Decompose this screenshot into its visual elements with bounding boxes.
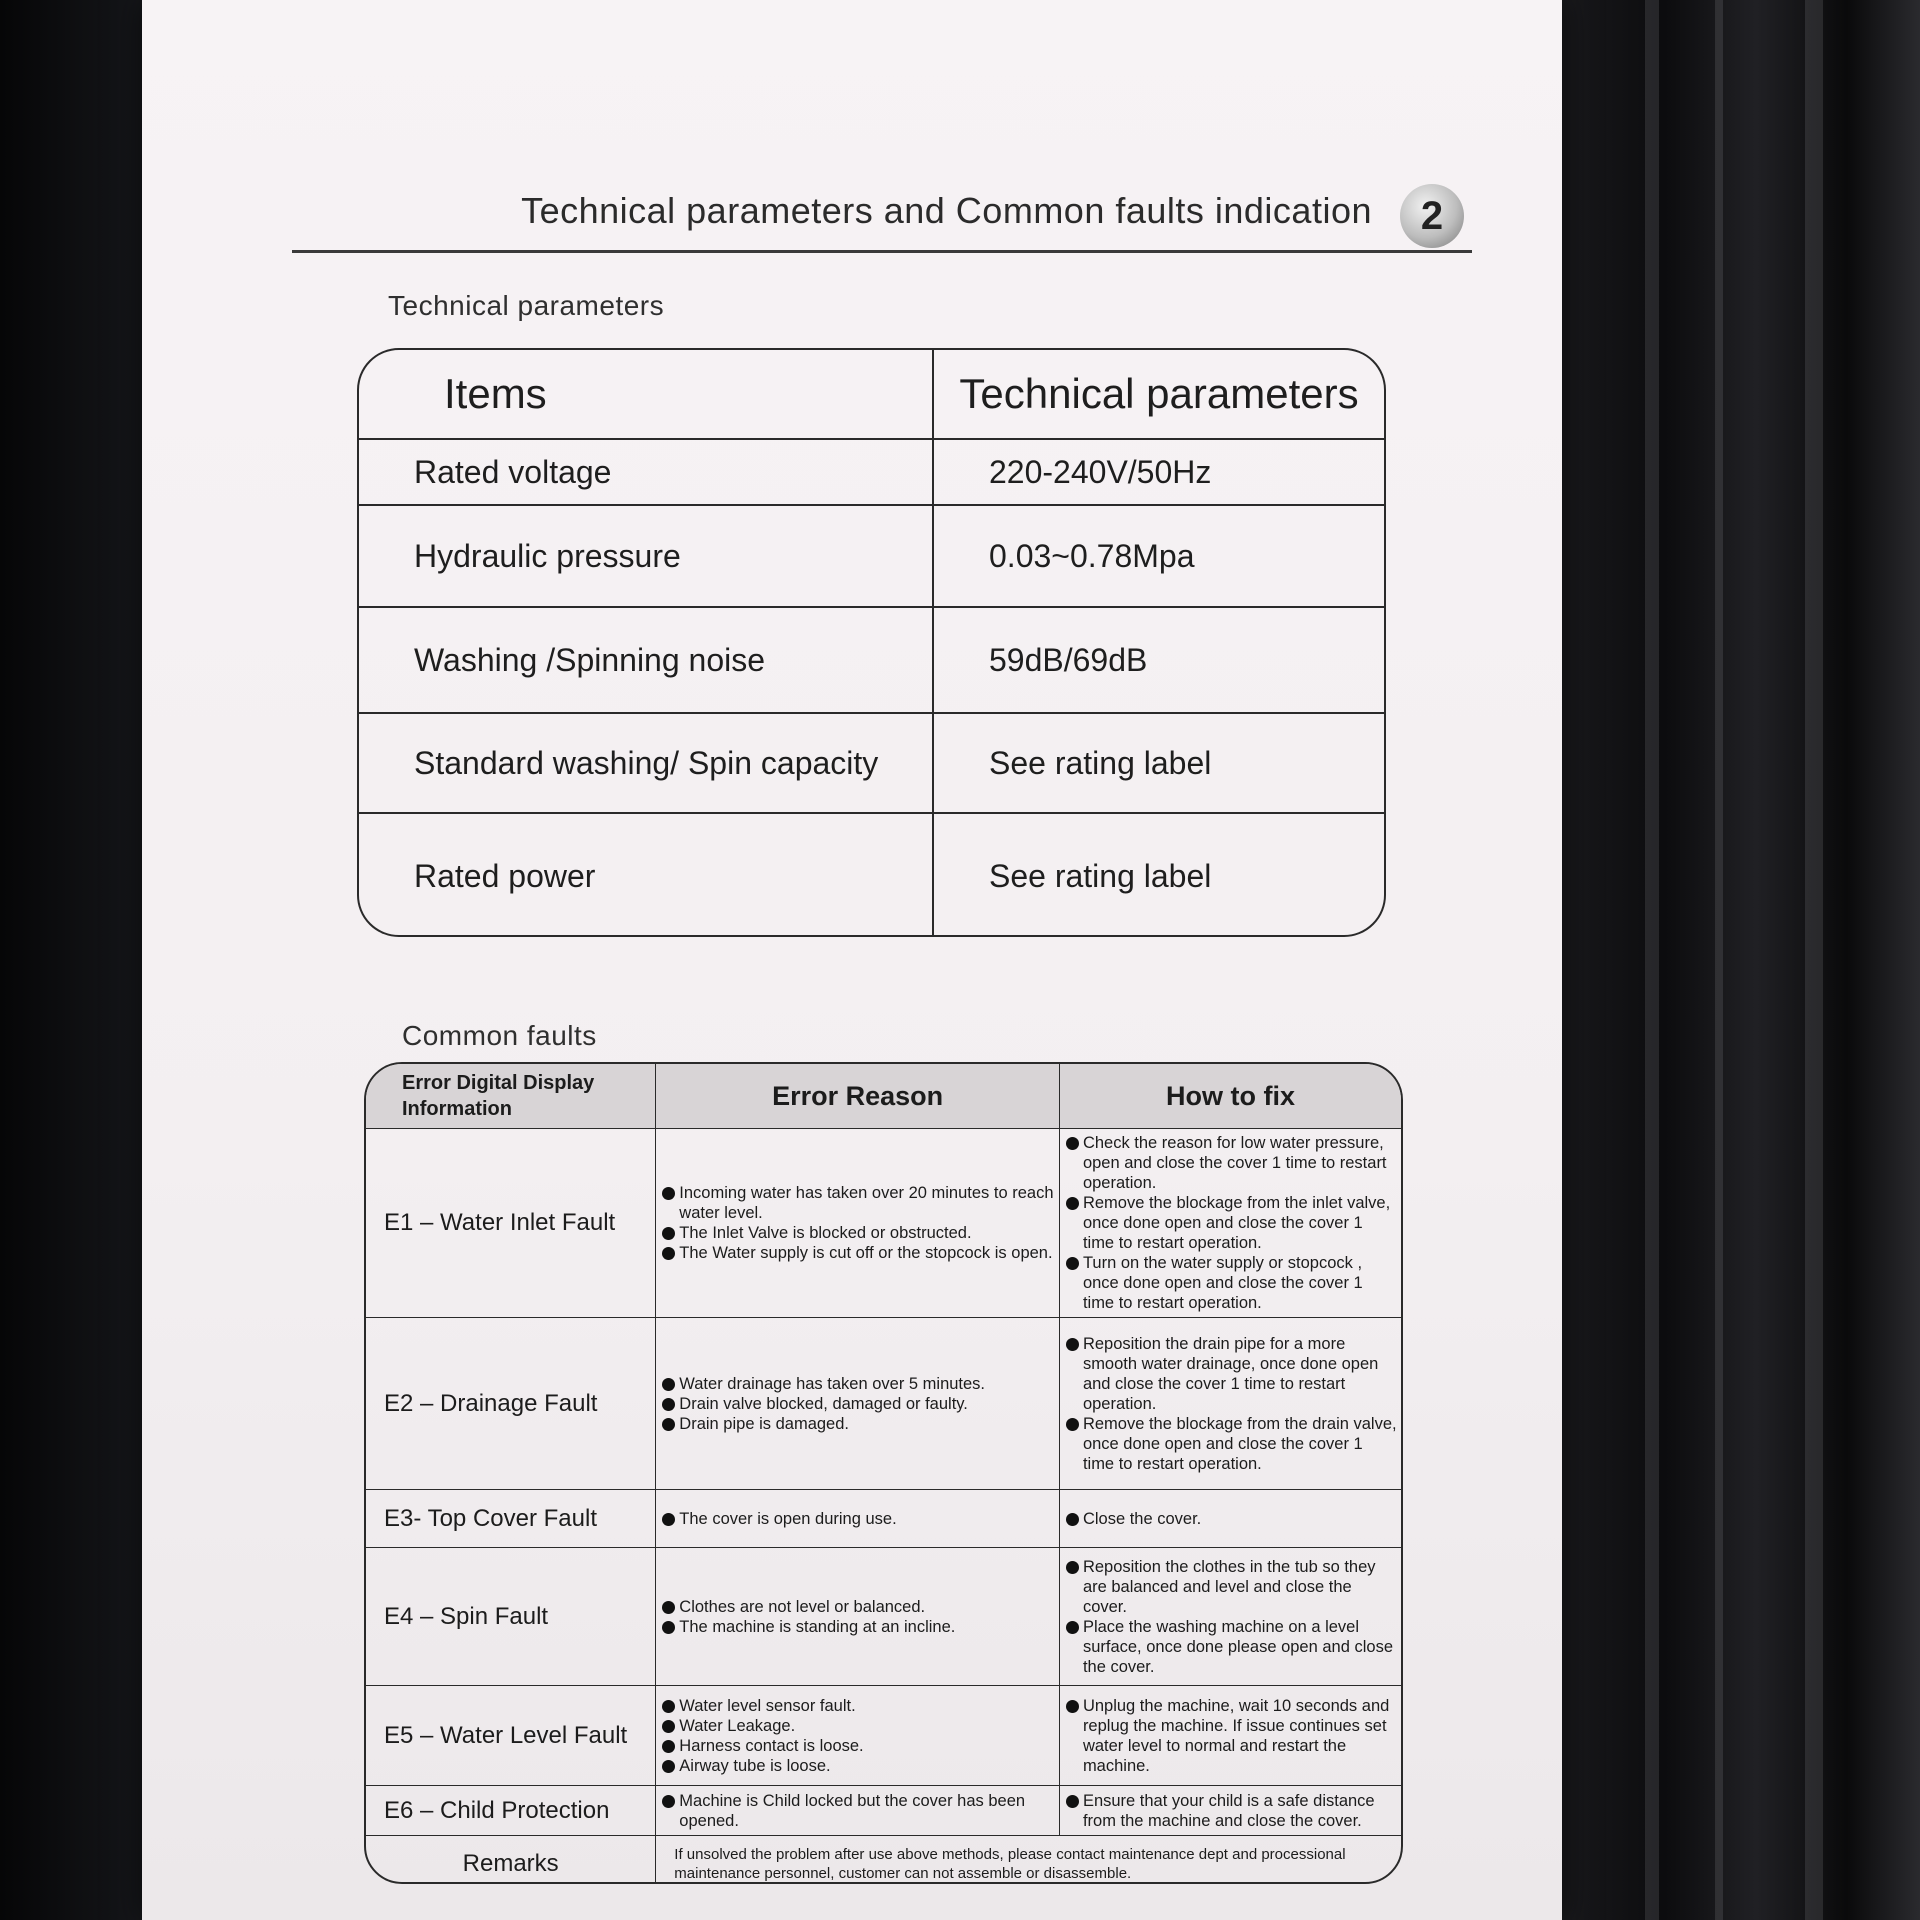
param-value: See rating label (933, 713, 1384, 813)
remarks-text: If unsolved the problem after use above methods, please contact maintenance dept and processional maintenance personnel, customer can not assemble or disassemble. (656, 1836, 1401, 1885)
column-header-how-to-fix: How to fix (1059, 1064, 1401, 1129)
table-row (366, 1318, 1401, 1490)
param-item: Hydraulic pressure (359, 505, 933, 607)
error-code: E6 – Child Protection (366, 1786, 656, 1836)
error-reasons (656, 1129, 1060, 1318)
error-code: E4 – Spin Fault (366, 1548, 656, 1686)
fix-steps (1059, 1490, 1401, 1548)
table-row (366, 1836, 1401, 1885)
table-row (366, 1686, 1401, 1786)
error-code: E3- Top Cover Fault (366, 1490, 656, 1548)
error-code: E5 – Water Level Fault (366, 1686, 656, 1786)
plastic-glare (1715, 0, 1723, 1920)
table-row (359, 713, 1384, 813)
param-value: 220-240V/50Hz (933, 439, 1384, 505)
manual-page (142, 0, 1562, 1920)
table-row (359, 813, 1384, 937)
fix-steps (1059, 1318, 1401, 1490)
column-header-error-display: Error Digital Display Information (366, 1064, 656, 1129)
list-item: Incoming water has taken over 20 minutes to reach water level. (662, 1183, 1055, 1223)
list-item: Harness contact is loose. (662, 1736, 1055, 1756)
table-header-row (366, 1064, 1401, 1129)
list-item: Unplug the machine, wait 10 seconds and replug the machine. If issue continues set water level to normal and restart the machine. (1066, 1696, 1397, 1776)
common-faults-heading: Common faults (402, 1020, 597, 1051)
technical-parameters-table (357, 348, 1386, 937)
page-title: Technical parameters and Common faults indication (521, 190, 1372, 231)
list-item: Remove the blockage from the drain valve, once done open and close the cover 1 time to restart operation. (1066, 1414, 1397, 1474)
list-item: Drain valve blocked, damaged or faulty. (662, 1394, 1055, 1414)
list-item: Drain pipe is damaged. (662, 1414, 1055, 1434)
param-value: See rating label (933, 813, 1384, 937)
table-header-row (359, 350, 1384, 439)
table-row (359, 439, 1384, 505)
table-row (366, 1129, 1401, 1318)
list-item: The Inlet Valve is blocked or obstructed. (662, 1223, 1055, 1243)
fix-steps (1059, 1686, 1401, 1786)
list-item: Turn on the water supply or stopcock , once done open and close the cover 1 time to restart operation. (1066, 1253, 1397, 1313)
param-value: 0.03~0.78Mpa (933, 505, 1384, 607)
list-item: Ensure that your child is a safe distance from the machine and close the cover. (1066, 1791, 1397, 1831)
error-reasons (656, 1686, 1060, 1786)
error-reasons (656, 1548, 1060, 1686)
table-row (366, 1490, 1401, 1548)
fix-steps (1059, 1786, 1401, 1836)
list-item: The machine is standing at an incline. (662, 1617, 1055, 1637)
common-faults-table (364, 1062, 1403, 1884)
table-row (359, 505, 1384, 607)
fix-steps (1059, 1548, 1401, 1686)
param-item: Rated power (359, 813, 933, 937)
plastic-glare (1805, 0, 1823, 1920)
list-item: Water Leakage. (662, 1716, 1055, 1736)
list-item: Close the cover. (1066, 1509, 1397, 1529)
page-header (292, 180, 1472, 253)
background-right (1555, 0, 1920, 1920)
table-row (359, 607, 1384, 713)
error-reasons (656, 1490, 1060, 1548)
technical-parameters-heading: Technical parameters (388, 290, 665, 321)
error-code: E2 – Drainage Fault (366, 1318, 656, 1490)
plastic-glare (1645, 0, 1659, 1920)
list-item: Place the washing machine on a level surface, once done please open and close the cover. (1066, 1617, 1397, 1677)
list-item: The cover is open during use. (662, 1509, 1055, 1529)
list-item: Reposition the clothes in the tub so they are balanced and level and close the cover. (1066, 1557, 1397, 1617)
list-item: Water level sensor fault. (662, 1696, 1055, 1716)
list-item: The Water supply is cut off or the stopcock is open. (662, 1243, 1055, 1263)
column-header-items: Items (359, 350, 933, 439)
column-header-error-reason: Error Reason (656, 1064, 1060, 1129)
param-item: Standard washing/ Spin capacity (359, 713, 933, 813)
list-item: Check the reason for low water pressure, open and close the cover 1 time to restart operation. (1066, 1133, 1397, 1193)
remarks-label: Remarks (366, 1836, 656, 1885)
list-item: Reposition the drain pipe for a more smooth water drainage, once done open and close the cover 1 time to restart operation. (1066, 1334, 1397, 1414)
column-header-technical-parameters: Technical parameters (933, 350, 1384, 439)
list-item: Remove the blockage from the inlet valve, once done open and close the cover 1 time to restart operation. (1066, 1193, 1397, 1253)
list-item: Clothes are not level or balanced. (662, 1597, 1055, 1617)
table-row (366, 1786, 1401, 1836)
fix-steps (1059, 1129, 1401, 1318)
list-item: Airway tube is loose. (662, 1756, 1055, 1776)
error-reasons (656, 1786, 1060, 1836)
param-item: Rated voltage (359, 439, 933, 505)
error-reasons (656, 1318, 1060, 1490)
table-row (366, 1548, 1401, 1686)
list-item: Machine is Child locked but the cover has been opened. (662, 1791, 1055, 1831)
param-value: 59dB/69dB (933, 607, 1384, 713)
page-number-badge: 2 (1400, 184, 1464, 248)
param-item: Washing /Spinning noise (359, 607, 933, 713)
error-code: E1 – Water Inlet Fault (366, 1129, 656, 1318)
list-item: Water drainage has taken over 5 minutes. (662, 1374, 1055, 1394)
